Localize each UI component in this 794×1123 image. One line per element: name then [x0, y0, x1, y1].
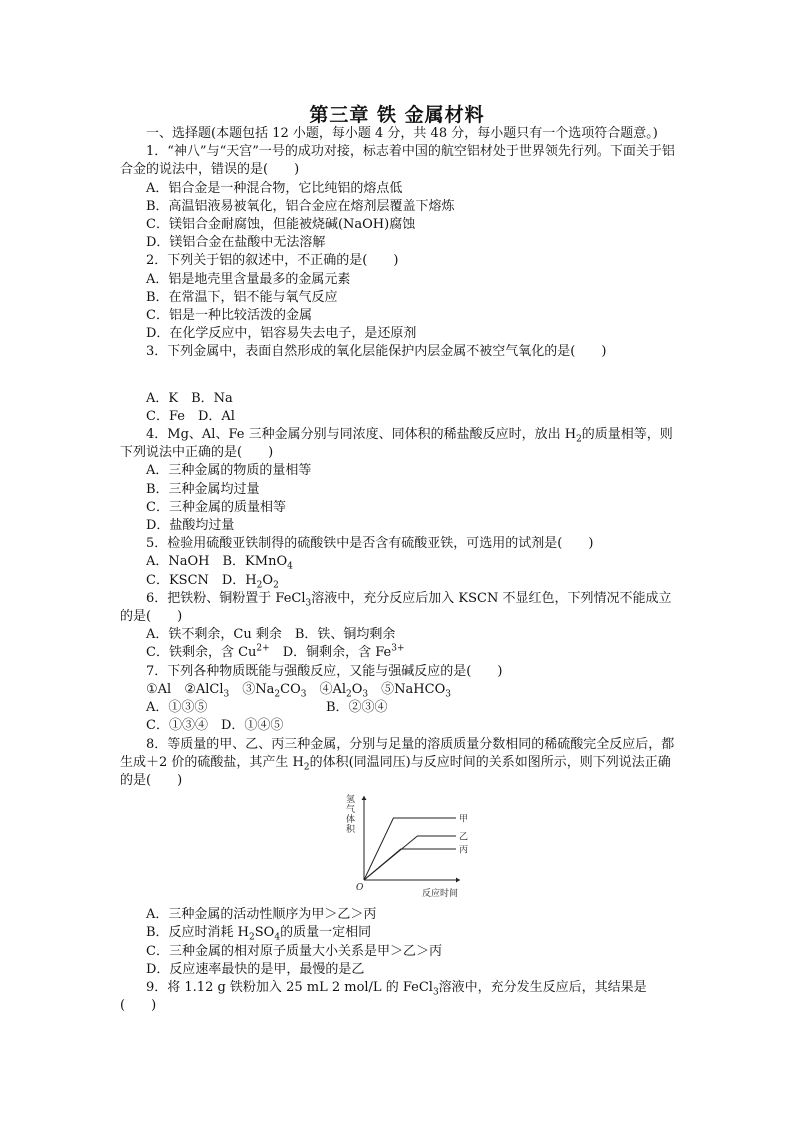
y-axis-label-char: 体 [346, 815, 356, 826]
q7-option-b: B．②③④ [326, 700, 388, 716]
q8-option-d: D．反应速率最快的是甲，最慢的是乙 [146, 961, 365, 977]
q6-d-sup: 3+ [391, 644, 405, 655]
q5-ab-sub: 4 [287, 562, 293, 573]
q7-options-cd: C．①③④ D．①④⑤ [146, 718, 284, 734]
q8-option-a: A．三种金属的活动性顺序为甲＞乙＞丙 [146, 907, 377, 923]
q7-item-3-sub2: 3 [362, 689, 369, 700]
q4-sub: 2 [576, 434, 582, 445]
series-line-2 [364, 836, 456, 880]
q7-item-4: ⑤NaHCO [368, 681, 446, 697]
q4-option-b: B．三种金属均过量 [146, 481, 260, 497]
y-axis-arrow-icon [362, 796, 367, 800]
q8-stem [120, 736, 675, 791]
q1-option-a: A．铝合金是一种混合物，它比纯铝的熔点低 [146, 180, 403, 196]
q7-stem: 7．下列各种物质既能与强酸反应，又能与强碱反应的是( ) [146, 663, 503, 679]
q2-option-b: B．在常温下，铝不能与氧气反应 [146, 289, 338, 305]
q3-blank-space [120, 362, 675, 390]
q6-d-text: D．铜剩余，含 Fe [269, 645, 392, 661]
y-axis-label-char: 积 [346, 825, 356, 836]
q7-item-1: ①Al ②AlCl [146, 681, 224, 697]
q8-sub: 2 [303, 762, 310, 773]
q8-b-text-c: 的质量一定相同 [280, 925, 372, 941]
q4-option-a: A．三种金属的物质的量相等 [146, 463, 312, 479]
q7-item-3: ④Al [306, 681, 347, 697]
q7-item-2b: CO [280, 681, 301, 697]
q1-option-b: B．高温铝液易被氧化，铝合金应在熔剂层覆盖下熔炼 [146, 198, 455, 214]
q4-stem-b: 的质量相等，则下列说法中正确的是( ) [120, 427, 673, 461]
q7-item-2-sub1: 2 [274, 689, 281, 700]
q4-option-d: D．盐酸均过量 [146, 518, 235, 534]
q2-option-c: C．铝是一种比较活泼的金属 [146, 308, 312, 324]
q4-stem-a: 4．Mg、Al、Fe 三种金属分别与同浓度、同体积的稀盐酸反应时，放出 H [146, 427, 577, 443]
q7-option-a: A．①③⑤ [146, 700, 208, 716]
q3-options-cd: C．Fe D．Al [146, 408, 235, 424]
q9-sub: 3 [432, 987, 439, 998]
q4-option-c: C．三种金属的质量相等 [146, 499, 286, 515]
q8-stem-a: 8．等质量的甲、乙、丙三种金属，分别与足量的溶质质量分数相同的稀硫酸完全反应后，都生成＋2 价的硫酸盐，其产生 H [120, 736, 675, 770]
q5-cd-text-b: O [262, 572, 274, 588]
q7-items [120, 681, 675, 699]
q8-b-text-b: SO [254, 925, 275, 941]
q5-cd-sub2: 2 [273, 580, 279, 591]
y-axis-label-char: 氢 [346, 795, 356, 806]
q3-stem: 3．下列金属中，表面自然形成的氧化层能保护内层金属不被空气氧化的是( ) [146, 344, 607, 360]
q6-stem [120, 590, 675, 626]
series-line-3 [364, 849, 456, 880]
volume-time-chart [342, 792, 472, 902]
q7-item-2-sub2: 3 [300, 689, 307, 700]
q7-item-3b: O [351, 681, 363, 697]
q7-item-2: ③Na [229, 681, 275, 697]
q4-stem [120, 426, 675, 462]
q7-options-ab [120, 699, 675, 717]
q8-figure [120, 792, 675, 902]
q5-ab-text: A．NaOH B．KMnO [146, 554, 288, 570]
q8-option-c: C．三种金属的相对原子质量大小关系是甲＞乙＞丙 [146, 943, 442, 959]
q1-option-d: D．镁铝合金在盐酸中无法溶解 [146, 235, 326, 251]
x-axis-arrow-icon [456, 878, 460, 883]
series-label-2: 乙 [459, 832, 469, 843]
x-axis-label: 反应时间 [422, 889, 459, 900]
q3-options-ab: A．K B．Na [146, 390, 233, 406]
q8-b-sub1: 2 [249, 932, 255, 943]
q6-sub: 3 [305, 598, 312, 609]
q6-stem-a: 6．把铁粉、铜粉置于 FeCl [146, 590, 306, 606]
q6-c-text: C．铁剩余，含 Cu [146, 645, 257, 661]
y-axis-label-char: 气 [346, 805, 356, 816]
q2-option-a: A．铝是地壳里含量最多的金属元素 [146, 271, 351, 287]
q5-options-cd [120, 572, 675, 590]
q6-stem-b: 溶液中，充分反应后加入 KSCN 不显红色，下列情况不能成立的是( ) [120, 590, 672, 625]
q8-option-b [120, 924, 675, 942]
page-title: 第三章 铁 金属材料 [309, 104, 485, 126]
q8-stem-b: 的体积(同温同压)与反应时间的关系如图所示，则下列说法正确的是( ) [120, 754, 671, 788]
origin-label: O [356, 883, 364, 894]
q5-cd-text: C．KSCN D．H [146, 572, 257, 588]
q2-stem: 2．下列关于铝的叙述中，不正确的是( ) [146, 253, 399, 269]
q1-option-c: C．镁铝合金耐腐蚀，但能被烧碱(NaOH)腐蚀 [146, 217, 416, 233]
series-label-1: 甲 [459, 814, 469, 825]
q7-item-1-sub: 3 [223, 689, 230, 700]
q6-options-cd [120, 644, 675, 662]
q7-item-3-sub1: 2 [346, 689, 352, 700]
q7-item-4-sub: 3 [445, 689, 451, 700]
q9-stem [120, 979, 675, 1015]
q5-cd-sub1: 2 [256, 580, 263, 591]
q5-stem: 5．检验用硫酸亚铁制得的硫酸铁中是否含有硫酸亚铁，可选用的试剂是( ) [146, 536, 594, 552]
q6-options-ab: A．铁不剩余，Cu 剩余 B．铁、铜均剩余 [146, 627, 396, 643]
q5-options-ab [120, 553, 675, 571]
exam-content [120, 125, 675, 1015]
q9-stem-b: 溶液中，充分发生反应后，其结果是( ) [120, 979, 647, 1014]
q8-b-text: B．反应时消耗 H [146, 925, 250, 941]
section-heading: 一、选择题(本题包括 12 小题，每小题 4 分，共 48 分，每小题只有一个选项符合题意。) [146, 126, 658, 141]
q1-stem: 1．“神八”与“天宫”一号的成功对接，标志着中国的航空铝材处于世界领先行列。下面关于铝合金的说法中，错误的是( ) [120, 144, 675, 178]
q8-b-sub2: 4 [274, 932, 281, 943]
q2-option-d: D．在化学反应中，铝容易失去电子，是还原剂 [146, 326, 417, 342]
series-label-3: 丙 [459, 845, 469, 856]
q6-c-sup: 2+ [256, 644, 270, 655]
q9-stem-a: 9．将 1.12 g 铁粉加入 25 mL 2 mol/L 的 FeCl [146, 979, 433, 995]
